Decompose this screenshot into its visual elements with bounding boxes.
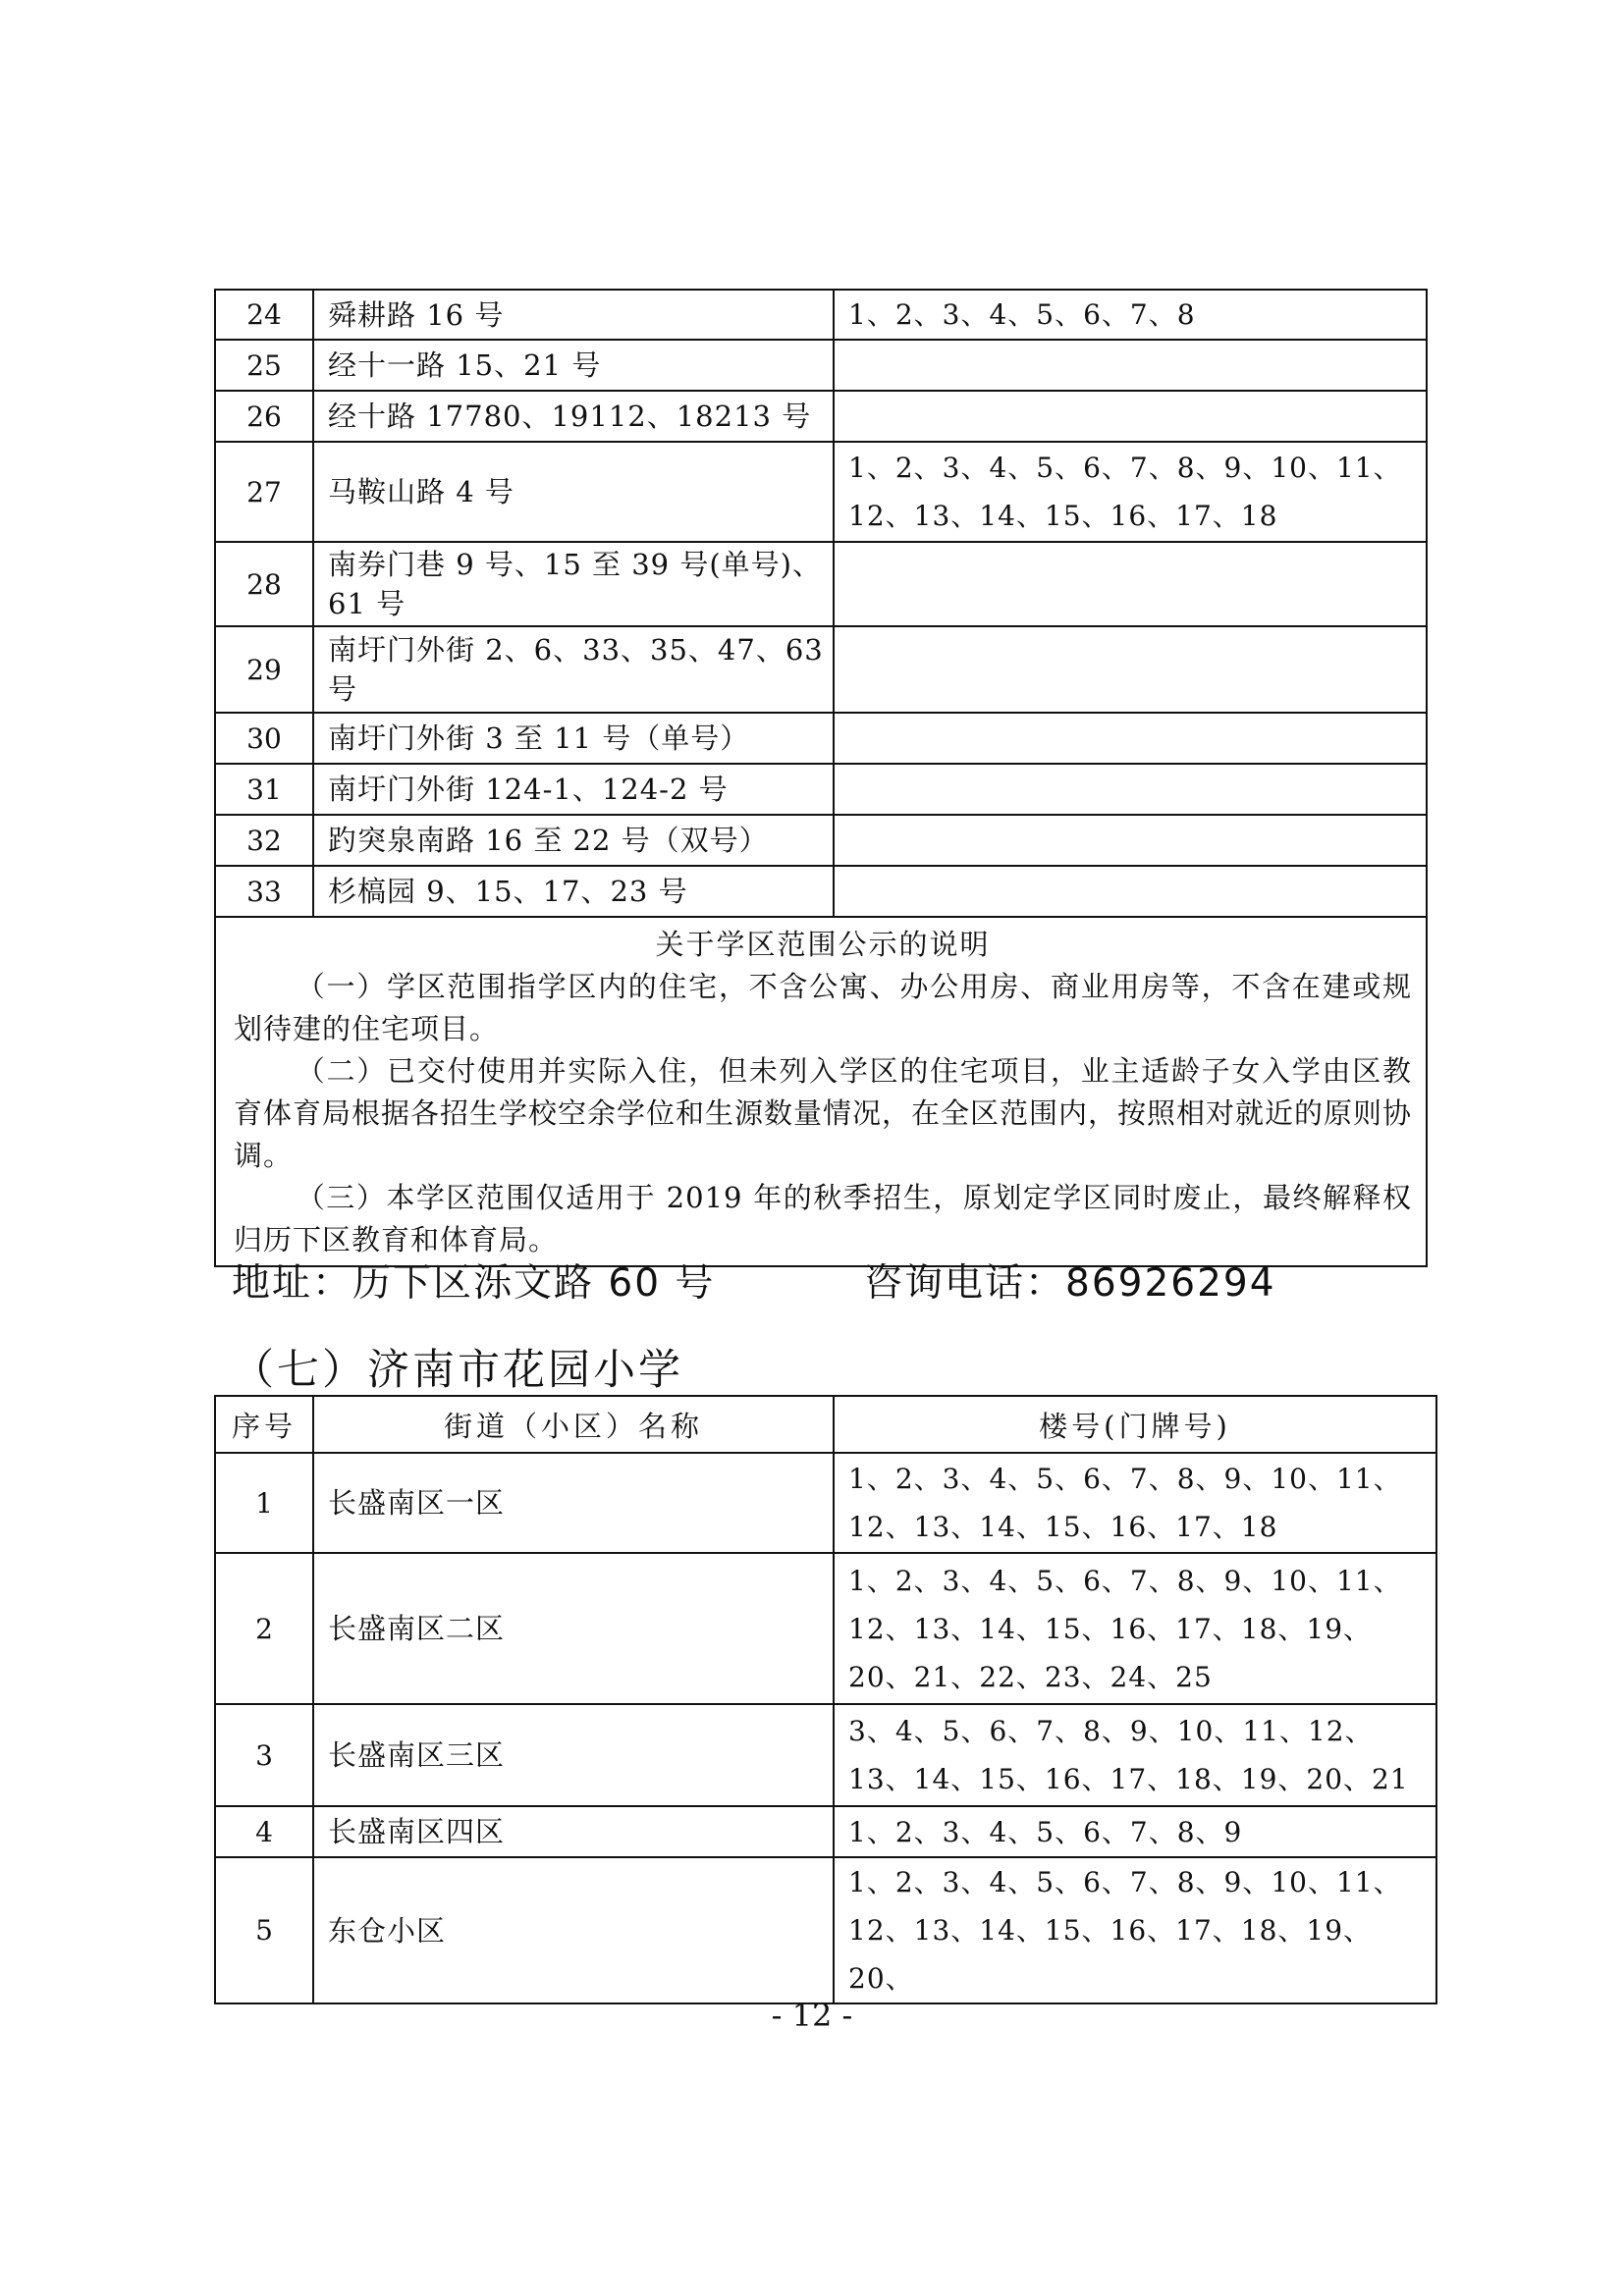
section-title: （七）济南市花园小学 <box>232 1346 683 1395</box>
table-row <box>215 442 1427 542</box>
row-number: 30 <box>215 713 313 764</box>
building-numbers <box>834 340 1427 391</box>
street-name: 南圩门外街 124-1、124-2 号 <box>313 764 834 815</box>
table-row <box>215 1806 1436 1857</box>
building-numbers <box>834 713 1427 764</box>
row-number: 33 <box>215 866 313 917</box>
notes-row <box>215 917 1427 1266</box>
table-row <box>215 1553 1436 1704</box>
table-row <box>215 1453 1436 1553</box>
row-number: 2 <box>215 1553 313 1704</box>
street-name: 长盛南区三区 <box>313 1704 834 1806</box>
street-name: 南券门巷 9 号、15 至 39 号(单号)、61 号 <box>313 542 834 626</box>
row-number: 32 <box>215 815 313 866</box>
street-name: 杉槁园 9、15、17、23 号 <box>313 866 834 917</box>
table-row <box>215 764 1427 815</box>
street-name: 舜耕路 16 号 <box>313 290 834 340</box>
street-name: 趵突泉南路 16 至 22 号（双号） <box>313 815 834 866</box>
note-item: （二）已交付使用并实际入住，但未列入学区的住宅项目，业主适龄子女入学由区教育体育局根据各招生学校空余学位和生源数量情况，在全区范围内，按照相对就近的原则协调。 <box>234 1054 1413 1172</box>
table-row <box>215 815 1427 866</box>
street-name: 马鞍山路 4 号 <box>313 442 834 542</box>
building-numbers: 1、2、3、4、5、6、7、8、9、10、11、12、13、14、15、16、17、18、19、20、 <box>834 1857 1436 2003</box>
street-name: 南圩门外街 2、6、33、35、47、63 号 <box>313 626 834 713</box>
building-numbers <box>834 626 1427 713</box>
table-row <box>215 290 1427 340</box>
building-numbers: 1、2、3、4、5、6、7、8 <box>834 290 1427 340</box>
row-number: 1 <box>215 1453 313 1553</box>
row-number: 4 <box>215 1806 313 1857</box>
district-notes <box>215 917 1427 1266</box>
row-number: 28 <box>215 542 313 626</box>
phone-text: 咨询电话：86926294 <box>864 1261 1276 1306</box>
street-name: 经十一路 15、21 号 <box>313 340 834 391</box>
street-name: 长盛南区二区 <box>313 1553 834 1704</box>
header-buildings: 楼号(门牌号) <box>834 1396 1436 1453</box>
building-numbers: 1、2、3、4、5、6、7、8、9、10、11、12、13、14、15、16、17、18 <box>834 442 1427 542</box>
notes-title: 关于学区范围公示的说明 <box>655 928 991 961</box>
table-row <box>215 1857 1436 2003</box>
address-text: 地址：历下区泺文路 60 号 <box>232 1261 716 1306</box>
table-header-row <box>215 1396 1436 1453</box>
row-number: 27 <box>215 442 313 542</box>
building-numbers: 1、2、3、4、5、6、7、8、9、10、11、12、13、14、15、16、17、18 <box>834 1453 1436 1553</box>
row-number: 31 <box>215 764 313 815</box>
row-number: 29 <box>215 626 313 713</box>
row-number: 26 <box>215 391 313 442</box>
street-name: 东仓小区 <box>313 1857 834 2003</box>
building-numbers <box>834 866 1427 917</box>
building-numbers: 1、2、3、4、5、6、7、8、9、10、11、12、13、14、15、16、17、18、19、20、21、22、23、24、25 <box>834 1553 1436 1704</box>
building-numbers: 1、2、3、4、5、6、7、8、9 <box>834 1806 1436 1857</box>
street-name: 经十路 17780、19112、18213 号 <box>313 391 834 442</box>
school-district-table-continued <box>214 289 1428 1267</box>
header-street: 街道（小区）名称 <box>313 1396 834 1453</box>
building-numbers <box>834 764 1427 815</box>
table-row <box>215 626 1427 713</box>
table-row <box>215 391 1427 442</box>
row-number: 25 <box>215 340 313 391</box>
street-name: 南圩门外街 3 至 11 号（单号） <box>313 713 834 764</box>
row-number: 24 <box>215 290 313 340</box>
building-numbers: 3、4、5、6、7、8、9、10、11、12、13、14、15、16、17、18、19、20、21 <box>834 1704 1436 1806</box>
school-district-table <box>214 1395 1437 2004</box>
header-number: 序号 <box>215 1396 313 1453</box>
table-row <box>215 1704 1436 1806</box>
row-number: 5 <box>215 1857 313 2003</box>
table-row <box>215 542 1427 626</box>
row-number: 3 <box>215 1704 313 1806</box>
table-row <box>215 866 1427 917</box>
table-row <box>215 713 1427 764</box>
note-item: （一）学区范围指学区内的住宅，不含公寓、办公用房、商业用房等，不含在建或规划待建的住宅项目。 <box>234 970 1412 1045</box>
building-numbers <box>834 391 1427 442</box>
street-name: 长盛南区一区 <box>313 1453 834 1553</box>
building-numbers <box>834 542 1427 626</box>
table-row <box>215 340 1427 391</box>
note-item: （三）本学区范围仅适用于 2019 年的秋季招生，原划定学区同时废止，最终解释权归历下区教育和体育局。 <box>234 1181 1412 1256</box>
page-number: - 12 - <box>771 1997 853 2034</box>
street-name: 长盛南区四区 <box>313 1806 834 1857</box>
building-numbers <box>834 815 1427 866</box>
